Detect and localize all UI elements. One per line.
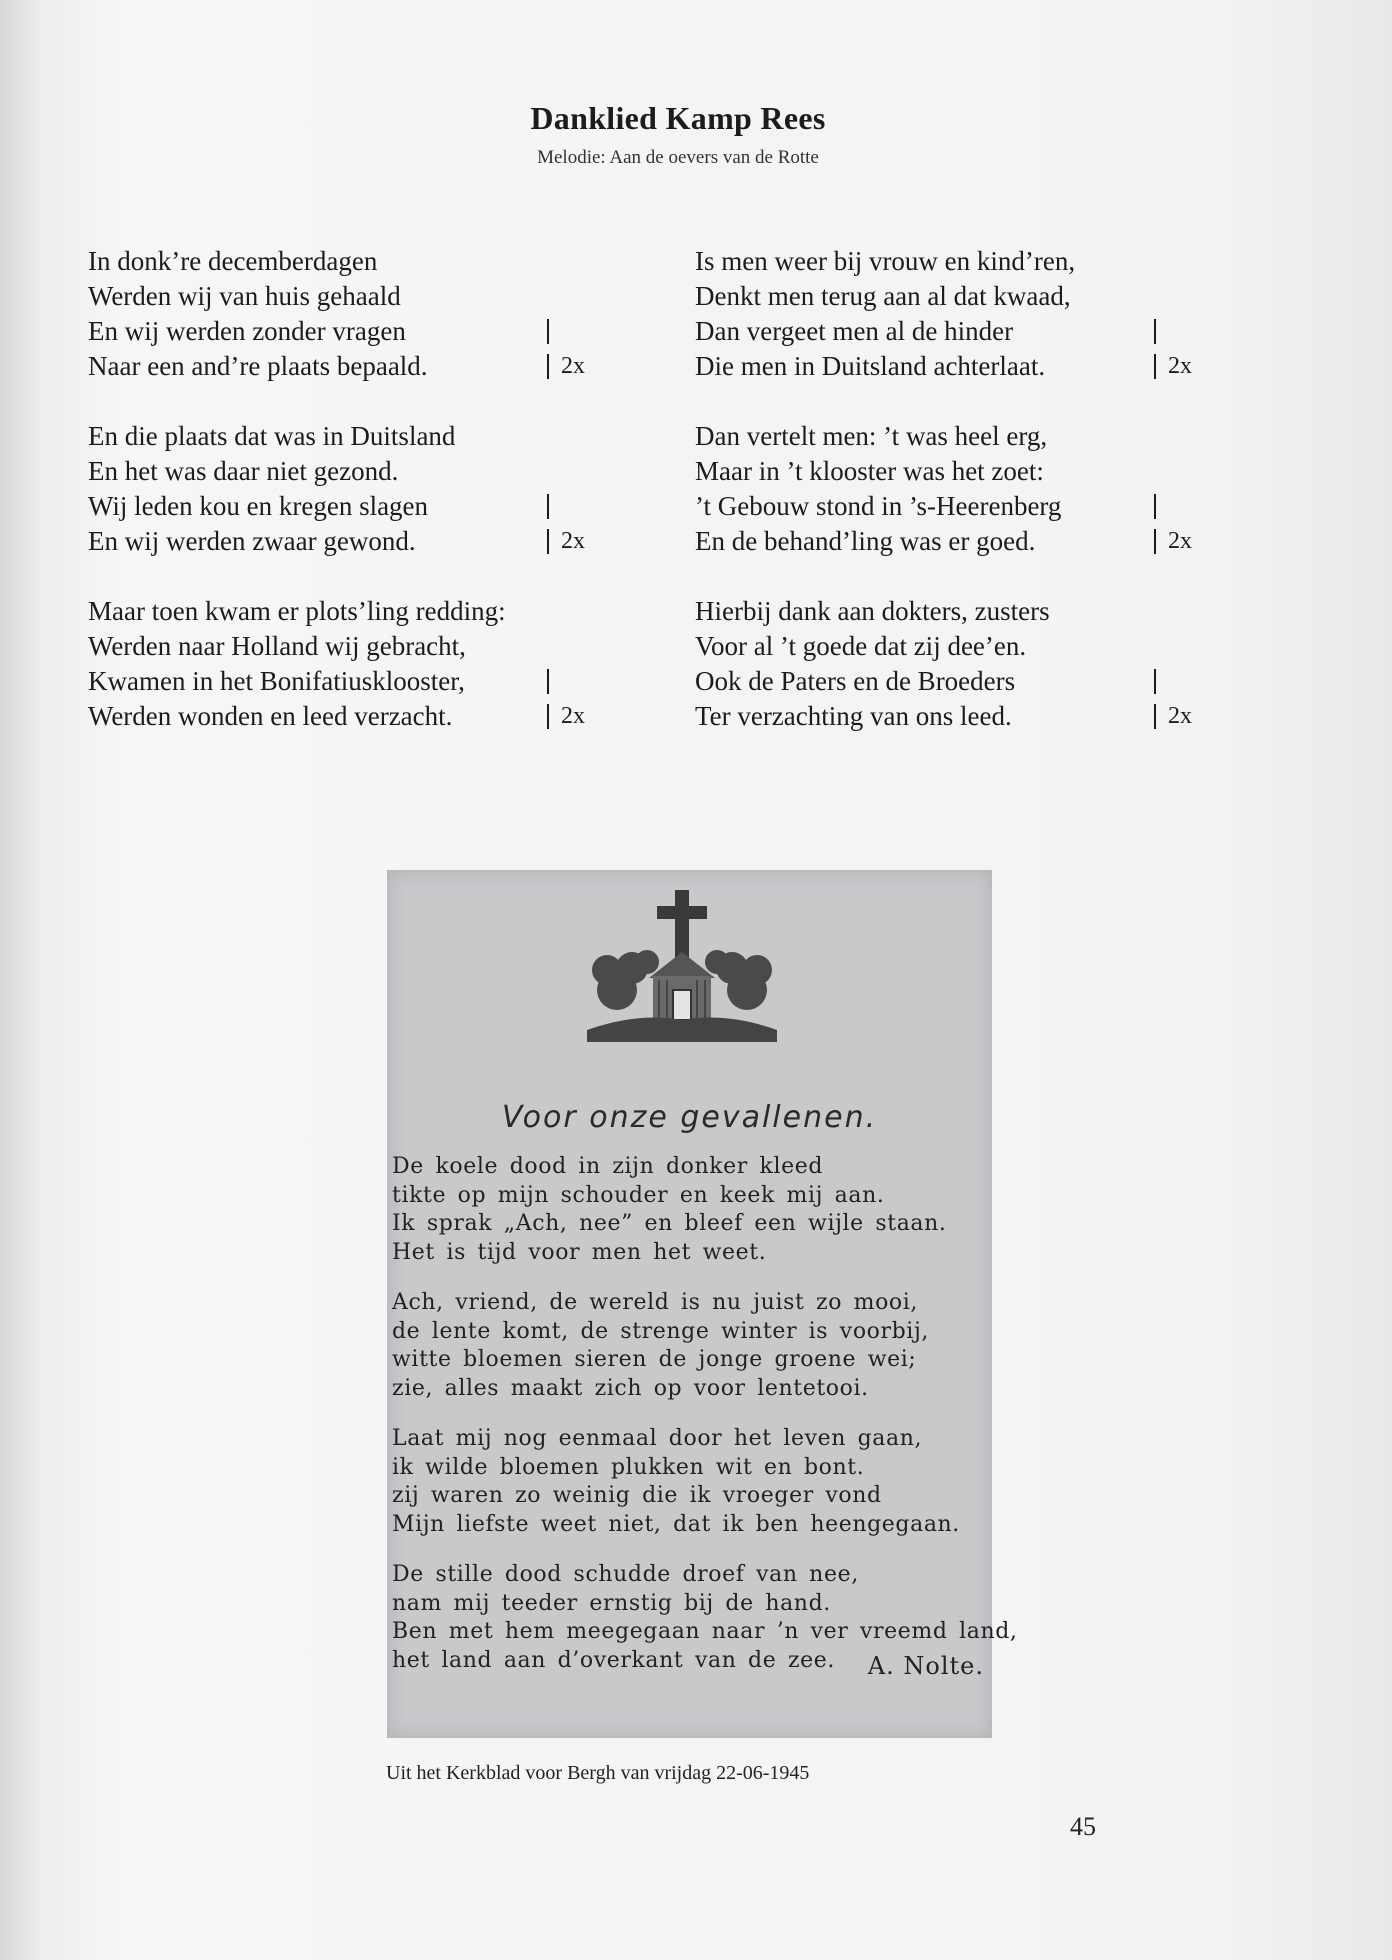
song-line-text: En wij werden zwaar gewond.	[88, 526, 416, 556]
repeat-mark: 2x	[1168, 353, 1192, 379]
song-line-text: En het was daar niet gezond.	[88, 456, 399, 486]
poem-title: Voor onze gevallenen.	[501, 1100, 878, 1135]
song-line-text: Hierbij dank aan dokters, zusters	[695, 596, 1050, 626]
repeat-bracket	[1154, 669, 1156, 694]
poem-line: witte bloemen sieren de jonge groene wei;	[392, 1347, 917, 1372]
song-line	[695, 279, 1075, 314]
song-line	[695, 349, 1192, 384]
poem-stanza	[392, 1289, 984, 1403]
poem-line: zie, alles maakt zich op voor lentetooi.	[392, 1375, 869, 1401]
song-stanza	[88, 244, 585, 384]
song-line-text: Is men weer bij vrouw en kind’ren,	[695, 246, 1076, 276]
poem-line: zij waren zo weinig die ik vroeger vond	[392, 1483, 882, 1508]
repeat-bracket	[1154, 704, 1156, 729]
song-stanza	[695, 419, 1192, 559]
poem-line: nam mij teeder ernstig bij de hand.	[392, 1590, 831, 1616]
song-line-text: Werden naar Holland wij gebracht,	[88, 631, 466, 661]
repeat-bracket	[1154, 494, 1156, 519]
poem-line: de lente komt, de strenge winter is voorbij,	[392, 1318, 929, 1344]
song-line	[695, 489, 1075, 524]
song-line-text: Wij leden kou en kregen slagen	[88, 491, 429, 521]
song-line	[695, 699, 1192, 734]
song-line-text: Die men in Duitsland achterlaat.	[695, 351, 1046, 381]
poem-line: ik wilde bloemen plukken wit en bont.	[392, 1454, 865, 1480]
repeat-mark: 2x	[561, 528, 585, 554]
song-line-text: ’t Gebouw stond in ’s-Heerenberg	[695, 491, 1062, 521]
clipping-caption: Uit het Kerkblad voor Bergh van vrijdag 22-06-1945	[386, 1762, 810, 1784]
song-line-text: Dan vertelt men: ’t was heel erg,	[695, 421, 1048, 451]
song-line-text: En die plaats dat was in Duitsland	[88, 421, 456, 451]
song-line	[88, 244, 506, 279]
song-line-text: Maar toen kwam er plots’ling redding:	[88, 596, 506, 626]
song-left-column	[88, 244, 585, 769]
poem-line: tikte op mijn schouder en keek mij aan.	[392, 1182, 885, 1208]
song-line	[695, 594, 1075, 629]
song-line	[695, 419, 1075, 454]
song-line-text: Ook de Paters en de Broeders	[695, 666, 1016, 696]
repeat-bracket	[547, 494, 549, 519]
repeat-bracket	[1154, 319, 1156, 344]
poem-stanza	[392, 1425, 984, 1539]
song-line-text: Werden wonden en leed verzacht.	[88, 701, 453, 731]
song-line	[695, 244, 1075, 279]
memorial-chapel-cross-icon	[577, 890, 787, 1050]
song-line	[695, 664, 1075, 699]
newspaper-clipping	[387, 870, 1018, 1738]
song-line	[88, 454, 506, 489]
repeat-bracket	[547, 354, 549, 379]
song-line-text: Kwamen in het Bonifatiusklooster,	[88, 666, 465, 696]
song-stanza	[88, 419, 585, 559]
poem-line: Het is tijd voor men het weet.	[392, 1239, 767, 1265]
song-line	[695, 454, 1075, 489]
song-line	[88, 279, 506, 314]
song-stanza	[695, 244, 1192, 384]
song-stanza	[88, 594, 585, 734]
song-melody: Melodie: Aan de oevers van de Rotte	[537, 147, 819, 168]
poem-line: Mijn liefste weet niet, dat ik ben heengegaan.	[392, 1511, 960, 1537]
repeat-mark: 2x	[561, 353, 585, 379]
repeat-bracket	[547, 529, 549, 554]
song-line-text: En de behand’ling was er goed.	[695, 526, 1036, 556]
repeat-mark: 2x	[1168, 528, 1192, 554]
song-line	[695, 314, 1075, 349]
song-line-text: Maar in ’t klooster was het zoet:	[695, 456, 1044, 486]
song-line-text: Ter verzachting van ons leed.	[695, 701, 1012, 731]
poem-line: Laat mij nog eenmaal door het leven gaan,	[392, 1426, 923, 1451]
poem-stanza	[392, 1153, 984, 1267]
song-line	[88, 664, 506, 699]
poem-line: Ben met hem meegegaan naar ’n ver vreemd land,	[392, 1619, 1018, 1644]
repeat-bracket	[1154, 529, 1156, 554]
song-line-text: Naar een and’re plaats bepaald.	[88, 351, 428, 381]
poem-body	[392, 1153, 1018, 1697]
song-line	[695, 629, 1075, 664]
song-line	[88, 699, 585, 734]
repeat-bracket	[1154, 354, 1156, 379]
song-line	[88, 349, 585, 384]
poem-line: Ik sprak „Ach, nee” en bleef een wijle staan.	[392, 1211, 947, 1236]
poem-line: Ach, vriend, de wereld is nu juist zo mooi,	[392, 1290, 919, 1315]
page-number: 45	[1070, 1812, 1096, 1841]
song-line	[88, 489, 506, 524]
song-line	[88, 314, 506, 349]
song-line	[88, 419, 506, 454]
song-line	[88, 524, 585, 559]
repeat-bracket	[547, 704, 549, 729]
song-line-text: Denkt men terug aan al dat kwaad,	[695, 281, 1071, 311]
song-stanza	[695, 594, 1192, 734]
song-line-text: Dan vergeet men al de hinder	[695, 316, 1014, 346]
song-line	[88, 594, 506, 629]
repeat-bracket	[547, 319, 549, 344]
repeat-bracket	[547, 669, 549, 694]
song-line-text: En wij werden zonder vragen	[88, 316, 406, 346]
poem-line: De stille dood schudde droef van nee,	[392, 1562, 859, 1587]
poem-line: De koele dood in zijn donker kleed	[392, 1154, 824, 1179]
song-right-column	[695, 244, 1192, 769]
song-title: Danklied Kamp Rees	[530, 100, 826, 136]
song-line-text: Voor al ’t goede dat zij dee’en.	[695, 631, 1027, 661]
song-line-text: Werden wij van huis gehaald	[88, 281, 401, 311]
song-line	[88, 629, 506, 664]
song-line	[695, 524, 1192, 559]
poem-line: het land aan d’overkant van de zee.	[392, 1647, 835, 1673]
repeat-mark: 2x	[1168, 703, 1192, 729]
song-line-text: In donk’re decemberdagen	[88, 246, 378, 276]
poem-author: A. Nolte.	[867, 1652, 984, 1680]
repeat-mark: 2x	[561, 703, 585, 729]
